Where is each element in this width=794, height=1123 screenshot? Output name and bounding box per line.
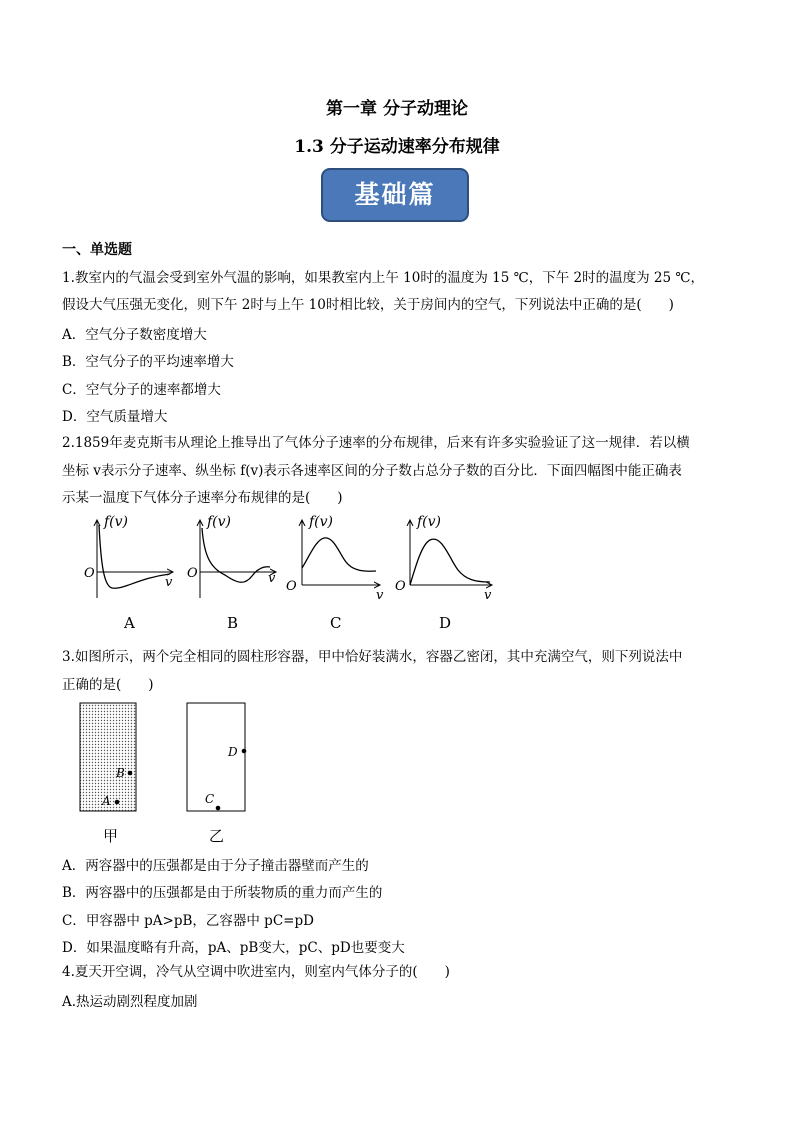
q3-option-d: D．如果温度略有升高，pA、pB变大，pC、pD也要变大 [62,940,405,956]
graph-c [286,514,384,632]
graph-d-label: D [439,614,452,632]
point-d-label: D [228,745,238,759]
graph-d-ylabel: f(v) [417,514,442,530]
graph-b-origin: O [187,566,198,581]
graph-b-xlabel: v [268,571,276,586]
graph-a-label: A [124,614,135,632]
q3-option-a: A．两容器中的压强都是由于分子撞击器壁而产生的 [62,858,369,874]
container-yi [187,703,246,845]
q3-line2: 正确的是( ) [62,677,154,693]
q1-line1: 1.教室内的气温会受到室外气温的影响，如果教室内上午 10时的温度为 15 ℃，下午 2时的温度为 25 ℃， [62,270,704,286]
q3-option-c: C．甲容器中 pA>pB，乙容器中 pC=pD [62,913,314,929]
graph-a-origin: O [84,566,95,581]
q1-option-d: D．空气质量增大 [62,409,168,425]
container-jia [80,703,136,845]
q2-line2: 坐标 v表示分子速率、纵坐标 f(v)表示各速率区间的分子数占总分子数的百分比．下面四幅图中能正确表 [62,463,682,479]
graph-b [187,514,276,632]
graph-a [84,514,173,632]
q1-option-a: A．空气分子数密度增大 [62,327,207,343]
q1-option-b: B．空气分子的平均速率增大 [62,354,234,370]
q2-line3: 示某一温度下气体分子速率分布规律的是( ) [62,490,343,506]
chapter-title: 第一章 分子动理论 [326,99,468,119]
graph-b-ylabel: f(v) [207,514,232,530]
level-badge: 基础篇 [321,168,469,222]
q2-graphs [80,510,510,640]
graph-a-xlabel: v [165,575,173,590]
point-c-label: C [205,792,215,806]
point-a-label: A [102,794,111,808]
q3-option-b: B．两容器中的压强都是由于所装物质的重力而产生的 [62,885,383,901]
graph-c-origin: O [286,579,297,594]
q1-line2: 假设大气压强无变化，则下午 2时与上午 10时相比较，关于房间内的空气，下列说法中正确的是( ) [62,297,674,313]
label-jia: 甲 [103,827,119,845]
q4-line1: 4.夏天开空调，冷气从空调中吹进室内，则室内气体分子的( ) [62,964,450,980]
graph-d-xlabel: v [484,588,492,603]
point-b-label: B [116,766,125,780]
graph-c-xlabel: v [376,588,384,603]
q1-option-c: C．空气分子的速率都增大 [62,382,221,398]
graph-a-ylabel: f(v) [104,514,129,530]
graph-d [395,514,492,632]
label-yi: 乙 [209,827,225,845]
q2-line1: 2.1859年麦克斯韦从理论上推导出了气体分子速率的分布规律，后来有许多实验验证了这一规律．若以横 [62,435,690,451]
q4-option-a: A.热运动剧烈程度加剧 [62,994,198,1010]
graph-b-label: B [227,614,239,632]
q3-line1: 3.如图所示，两个完全相同的圆柱形容器，甲中恰好装满水，容器乙密闭，其中充满空气，则下列说法中 [62,649,683,665]
part-heading: 一、单选题 [62,242,132,258]
graph-d-origin: O [395,579,406,594]
graph-c-ylabel: f(v) [309,514,334,530]
q3-containers [70,698,270,846]
graph-c-label: C [330,614,342,632]
section-title: 1.3 分子运动速率分布规律 [294,137,500,157]
